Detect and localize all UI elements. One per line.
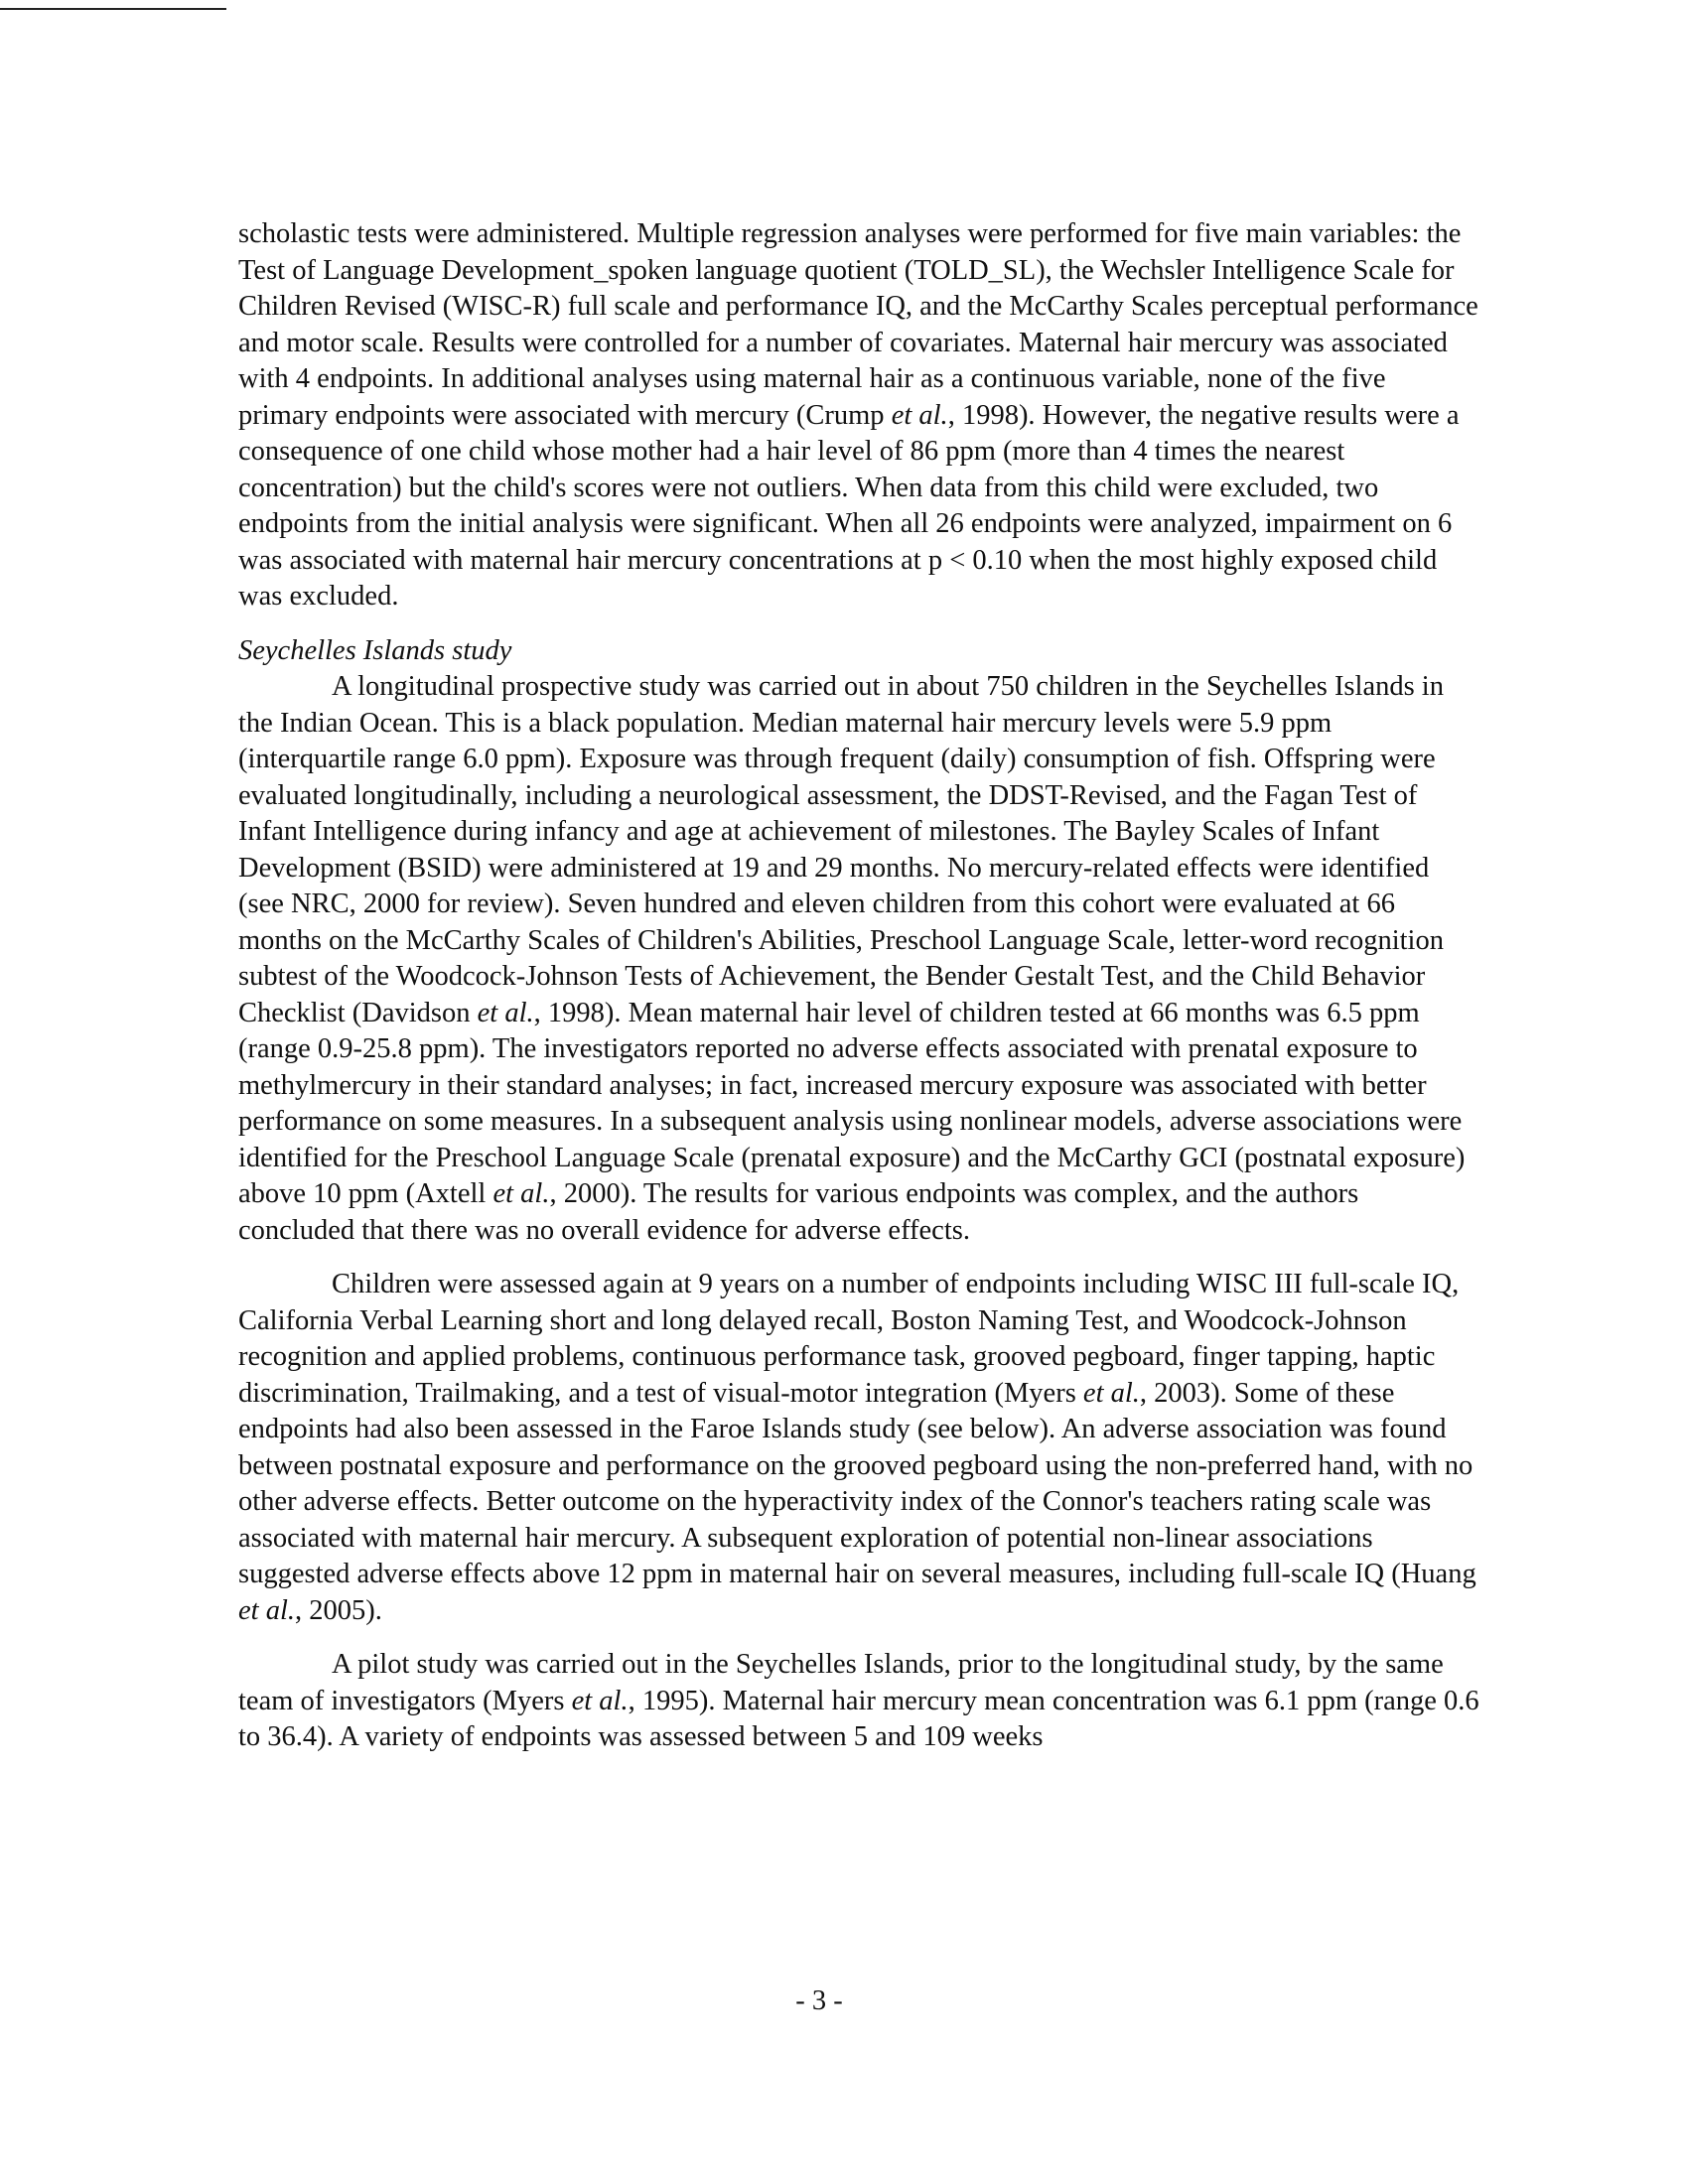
page-number: - 3 - xyxy=(795,1985,843,2016)
paragraph-2: A longitudinal prospective study was carried out in about 750 children in the Seychelles Islands in the Indian Ocean. This is a black population. Median maternal hair mercury levels were 5.9 ppm (interquartile range 6.0 ppm). Exposure was through frequent (daily) consumption of fish. Offspring were evaluated longitudinally, including a neurological assessment, the DDST-Revised, and the Fagan Test of Infant Intelligence during infancy and age at achievement of milestones. The Bayley Scales of Infant Development (BSID) were administered at 19 and 29 months. No mercury-related effects were identified (see NRC, 2000 for review). Seven hundred and eleven children from this cohort were evaluated at 66 months on the McCarthy Scales of Children's Abilities, Preschool Language Scale, letter-word recognition subtest of the Woodcock-Johnson Tests of Achievement, the Bender Gestalt Test, and the Child Behavior Checklist (Davidson et al., 1998). Mean maternal hair level of children tested at 66 months was 6.5 ppm (range 0.9-25.8 ppm). The investigators reported no adverse effects associated with prenatal exposure to methylmercury in their standard analyses; in fact, increased mercury exposure was associated with better performance on some measures. In a subsequent analysis using nonlinear models, adverse associations were identified for the Preschool Language Scale (prenatal exposure) and the McCarthy GCI (postnatal exposure) above 10 ppm (Axtell et al., 2000). The results for various endpoints was complex, and the authors concluded that there was no overall evidence for adverse effects. xyxy=(238,671,1466,1246)
paragraph-4: A pilot study was carried out in the Seychelles Islands, prior to the longitudinal study, by the same team of investigators (Myers et al., 1995). Maternal hair mercury mean concentration was 6.1 ppm (range 0.6 to 36.4). A variety of endpoints was assessed between 5 and 109 weeks xyxy=(238,1649,1479,1752)
paragraph-1: scholastic tests were administered. Multiple regression analyses were performed for five main variables: the Test of Language Development_spoken language quotient (TOLD_SL), the Wechsler Intelligence Scale for Children Revised (WISC-R) full scale and performance IQ, and the McCarthy Scales perceptual performance and motor scale. Results were controlled for a number of covariates. Maternal hair mercury was associated with 4 endpoints. In additional analyses using maternal hair as a continuous variable, none of the five primary endpoints were associated with mercury (Crump et al., 1998). However, the negative results were a consequence of one child whose mother had a hair level of 86 ppm (more than 4 times the nearest concentration) but the child's scores were not outliers. When data from this child were excluded, two endpoints from the initial analysis were significant. When all 26 endpoints were analyzed, impairment on 6 was associated with maternal hair mercury concentrations at p < 0.10 when the most highly exposed child was excluded. xyxy=(238,218,1478,612)
paragraph-3: Children were assessed again at 9 years on a number of endpoints including WISC III full-scale IQ, California Verbal Learning short and long delayed recall, Boston Naming Test, and Woodcock-Johnson recognition and applied problems, continuous performance task, grooved pegboard, finger tapping, haptic discrimination, Trailmaking, and a test of visual-motor integration (Myers et al., 2003). Some of these endpoints had also been assessed in the Faroe Islands study (see below). An adverse association was found between postnatal exposure and performance on the grooved pegboard using the non-preferred hand, with no other adverse effects. Better outcome on the hyperactivity index of the Connor's teachers rating scale was associated with maternal hair mercury. A subsequent exploration of potential non-linear associations suggested adverse effects above 12 ppm in maternal hair on several measures, including full-scale IQ (Huang et al., 2005). xyxy=(238,1269,1476,1626)
document-body xyxy=(238,216,1479,1756)
section-heading: Seychelles Islands study xyxy=(238,634,512,666)
header-rule xyxy=(0,8,226,10)
